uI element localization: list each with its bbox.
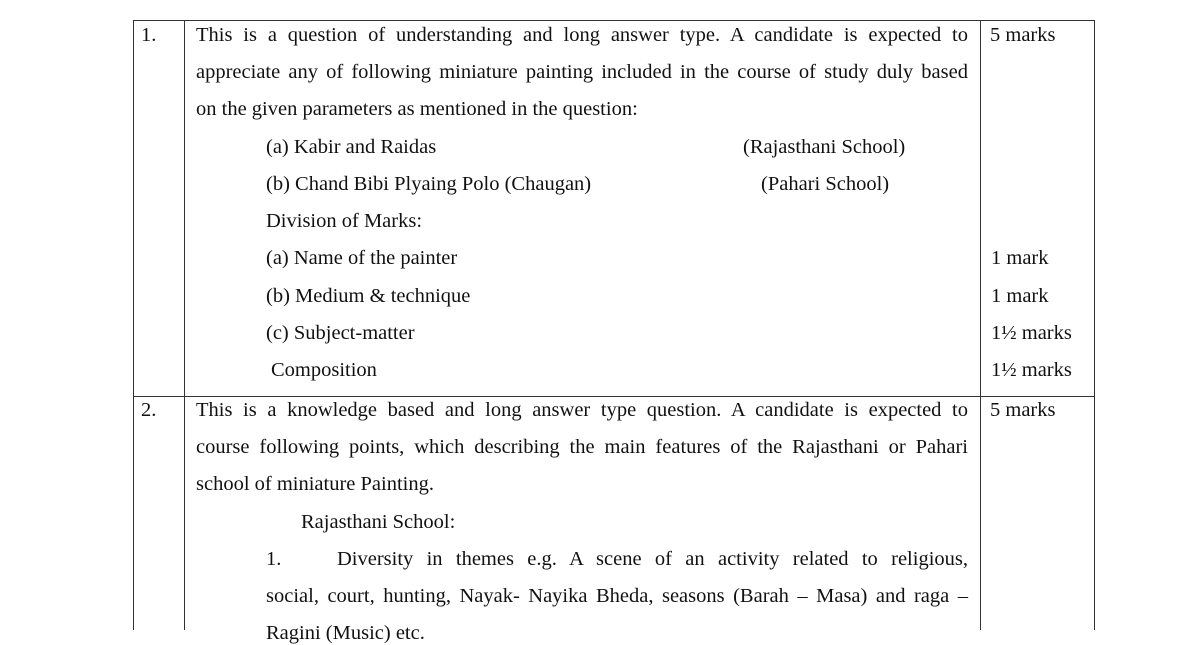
division-marks: 1½ marks (991, 322, 1072, 344)
question-text-line: school of miniature Painting. (196, 473, 434, 495)
point-number: 1. (266, 548, 282, 570)
question-text-line: This is a knowledge based and long answer type question. A candidate is expected to (196, 399, 968, 421)
column-divider-marks (980, 20, 981, 630)
division-item: (a) Name of the painter (266, 247, 458, 269)
division-item: (c) Subject-matter (266, 322, 415, 344)
table-top-border (133, 20, 1095, 21)
table-right-border (1094, 20, 1095, 630)
point-text-line: Ragini (Music) etc. (266, 622, 425, 644)
school-subheading: Rajasthani School: (301, 511, 456, 533)
column-divider-number (184, 20, 185, 630)
painting-item: (a) Kabir and Raidas (266, 136, 437, 158)
point-text-line: social, court, hunting, Nayak- Nayika Bheda, seasons (Barah – Masa) and raga – (266, 585, 968, 607)
row-divider (133, 396, 1095, 397)
question-text-line: on the given parameters as mentioned in the question: (196, 98, 638, 120)
painting-school: (Rajasthani School) (743, 136, 906, 158)
question-marks: 5 marks (990, 399, 1056, 421)
table-left-border (133, 20, 134, 630)
division-marks: 1 mark (991, 285, 1049, 307)
question-number: 2. (141, 399, 157, 421)
question-number: 1. (141, 24, 157, 46)
painting-item: (b) Chand Bibi Plyaing Polo (Chaugan) (266, 173, 592, 195)
point-text-line: Diversity in themes e.g. A scene of an activity related to religious, (337, 548, 968, 570)
question-text-line: course following points, which describing the main features of the Rajasthani or Pahari (196, 436, 968, 458)
division-marks: 1 mark (991, 247, 1049, 269)
question-marks: 5 marks (990, 24, 1056, 46)
question-text-line: This is a question of understanding and long answer type. A candidate is expected to (196, 24, 968, 46)
division-item: Composition (271, 359, 377, 381)
division-heading: Division of Marks: (266, 210, 423, 232)
division-item: (b) Medium & technique (266, 285, 471, 307)
division-marks: 1½ marks (991, 359, 1072, 381)
painting-school: (Pahari School) (761, 173, 890, 195)
question-text-line: appreciate any of following miniature painting included in the course of study duly based (196, 61, 968, 83)
